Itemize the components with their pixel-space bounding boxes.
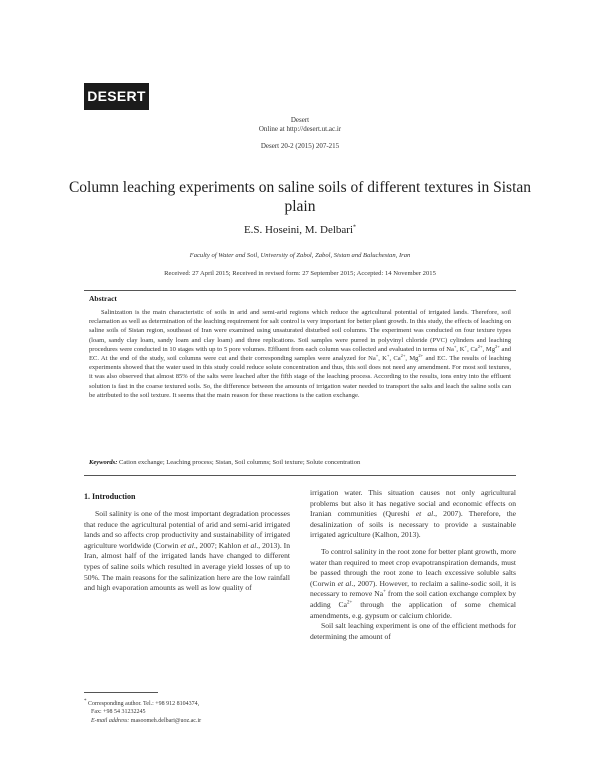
et-al: et al <box>180 540 194 550</box>
superscript: 2+ <box>418 352 424 358</box>
et-al: et al <box>243 540 257 550</box>
keywords-text: Cation exchange; Leaching process; Sistan, Soil columns; Soil texture; Solute concentration <box>117 459 361 466</box>
abstract-heading: Abstract <box>89 294 117 303</box>
intro-paragraph-1: Soil salinity is one of the most important degradation processes that reduce the agricultural potential of arid and semi-arid irrigated lands and so affects crop productivity and sustainability of irrigated agriculture worldwide (Corwin et al., 2007; Kahlon et al., 2013). In Iran, almost half of the irrigated lands have changed to different types of saline soils which resulted in average yield losses of up to 50%. The main reasons for the salinization here are the low rainfall and high evaporation amounts as well as low quality of <box>84 509 290 593</box>
authors <box>0 224 600 236</box>
right-column <box>310 488 516 642</box>
article-dates: Received: 27 April 2015; Received in revised form: 27 September 2015; Accepted: 14 November 2015 <box>164 270 436 277</box>
abstract-text <box>89 308 511 400</box>
superscript: 2+ <box>400 352 406 358</box>
footnote-fax: Fax: +98 54 31232245 <box>91 709 146 716</box>
left-column <box>84 509 290 594</box>
footnote-rule <box>84 692 158 693</box>
et-al: et al <box>415 509 434 519</box>
abstract-part: , Ca <box>467 345 478 353</box>
superscript: 2+ <box>495 343 500 349</box>
abstract-part: , K <box>378 355 387 363</box>
affiliation: Faculty of Water and Soil, University of Zabol, Zabol, Sistan and Baluchestan, Iran <box>189 252 411 259</box>
abstract-part: , Ca <box>389 355 401 363</box>
superscript: + <box>375 352 379 358</box>
et-al: et al <box>337 578 352 588</box>
abstract-part: Salinization is the main characteristic of soils in arid and semi-arid regions which reduce the agricultural potential of irrigated lands. Therefore, soil reclamation as well as determination of the leaching requirement for salt control is very important for better plant growth. In this study, the effects of leaching on saline soils of Sistan region, southeast of Iran were examined using unsaturated disturbed soil columns. The experiment was conducted on four texture types (loam, sandy clay loam, sandy loam and clay loam) and three replications. Soil samples were purred in polyvinyl chloride (PVC) cylinders and leaching procedures were conducted in 10 stages with up to 5 pore volumes. Effluent from each column was collected and evaluated in terms of Na <box>89 309 511 353</box>
abstract-top-rule <box>84 290 516 291</box>
footnote <box>84 698 294 725</box>
journal-online-url[interactable]: Online at http://desert.ut.ac.ir <box>258 125 342 133</box>
keywords-label: Keywords: <box>89 459 118 466</box>
journal-logo: DESERT <box>84 83 149 110</box>
abstract-part: and EC. The results of leaching experiments showed that the water used in this study could reduce solute concentration and thus, this soil does not need any amendment. For most soil textures, it was also observed that almost 85% of the salts were leached after the fifth stage of the leaching process. According to the results, ions entry into the effluent solution is fast in the coarse textured soils. So, the difference between the amounts of irrigation water needed to transport the salts and leach the saline soils can be attributed to the soil texture. It seems that the main reason for these reactions is the cation exchange. <box>89 355 511 399</box>
abstract-part: , Mg <box>405 355 419 363</box>
footnote-email-line <box>84 717 294 725</box>
email-address[interactable]: masoomeh.delbari@uoz.ac.ir <box>129 717 202 724</box>
footnote-mark: * <box>84 699 87 704</box>
superscript: + <box>383 589 386 595</box>
abstract-part: , K <box>456 345 465 353</box>
intro-paragraph-1-cont: irrigation water. This situation causes not only agricultural problems but also it has negative social and economic effects on Iranian communities (Qureshi et al., 2007). Therefore, the desalinization of soils is necessary to provide a sustainable irrigated agriculture (Kalhon, 2013). <box>310 488 517 540</box>
superscript: + <box>464 343 468 349</box>
intro-paragraph-3: Soil salt leaching experiment is one of the efficient methods for determining the amount of <box>310 621 516 641</box>
superscript: 2+ <box>477 343 483 349</box>
corresponding-mark: * <box>353 224 357 231</box>
journal-name: Desert <box>290 116 310 124</box>
section-heading-introduction: 1. Introduction <box>84 492 136 501</box>
author-names: E.S. Hoseini, M. Delbari <box>243 224 354 236</box>
footnote-line-1: * Corresponding author. Tel.: +98 912 8104374, <box>84 699 200 707</box>
abstract-bottom-rule <box>84 475 516 476</box>
abstract-part: and EC. At the end of the study, soil columns were cut and their corresponding samples were analyzed for Na <box>89 345 511 363</box>
keywords <box>89 459 511 466</box>
intro-paragraph-2: To control salinity in the root zone for better plant growth, more water than required to meet crop evapotranspiration demands, must be passed through the root zone to leach excessive soluble salts (Corwin et al., 2007). However, to reclaim a saline-sodic soil, it is necessary to remove Na+ from the soil cation exchange complex by adding $Ca^{2+}$ through the application of some chemical amendments, e.g. gypsum or calcium chloride. <box>310 546 516 620</box>
email-label: E-mail address: <box>91 717 130 724</box>
journal-citation: Desert 20-2 (2015) 207-215 <box>260 142 340 150</box>
superscript: 2+ <box>346 600 353 606</box>
abstract-part: , Mg <box>482 345 495 353</box>
paper-title: Column leaching experiments on saline soils of different textures in Sistan plain <box>68 179 532 215</box>
superscript: + <box>386 352 390 358</box>
superscript: + <box>453 343 457 349</box>
